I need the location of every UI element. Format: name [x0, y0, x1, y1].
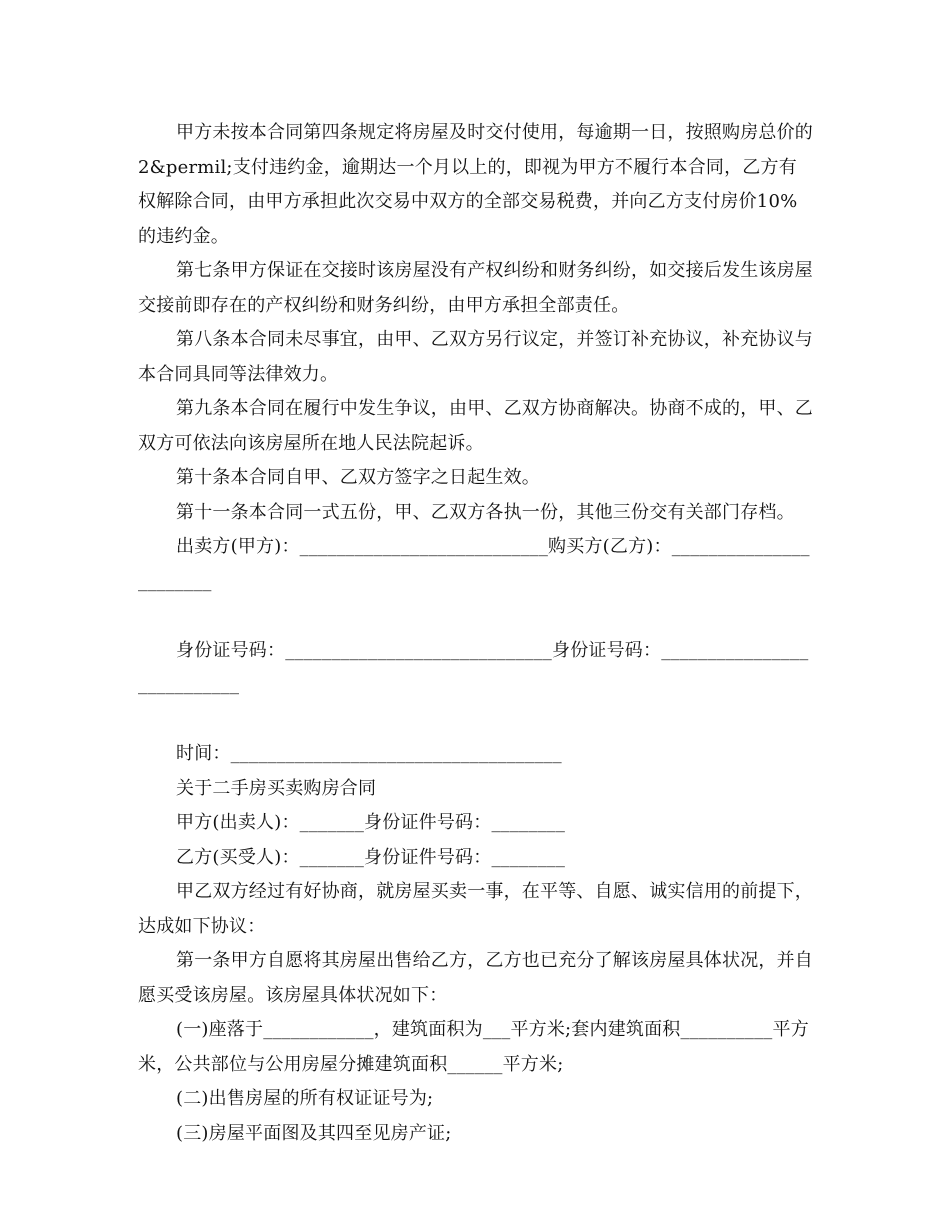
- blank-line: [138, 703, 814, 738]
- paragraph-article-10: 第十条本合同自甲、乙双方签字之日起生效。: [176, 467, 540, 488]
- date-line: 时间：____________________________________: [176, 743, 562, 764]
- paragraph-item-3: (三)房屋平面图及其四至见房产证;: [176, 1122, 452, 1144]
- paragraph-item-1: (一)座落于____________，建筑面积为___平方米;套内建筑面积__________平方米，公共部位与公用房屋分摊建筑面积______平方米;: [138, 1019, 809, 1075]
- paragraph-article-11: 第十一条本合同一式五份，甲、乙双方各执一份，其他三份交有关部门存档。: [176, 501, 795, 523]
- paragraph-article-7: 第七条甲方保证在交接时该房屋没有产权纠纷和财务纠纷，如交接后发生该房屋交接前即存在的产权纠纷和财务纠纷，由甲方承担全部责任。: [138, 260, 813, 316]
- contract-title: 关于二手房买卖购房合同: [176, 777, 377, 799]
- document-body: [138, 116, 819, 1151]
- paragraph-article-1: 第一条甲方自愿将其房屋出售给乙方，乙方也已充分了解该房屋具体状况，并自愿买受该房屋。该房屋具体状况如下：: [138, 950, 813, 1006]
- paragraph-item-2: (二)出售房屋的所有权证证号为;: [176, 1088, 434, 1109]
- party-b-line: 乙方(买受人)：_______身份证件号码：________: [176, 846, 566, 868]
- id-number-line: 身份证号码：_____________________________身份证号码：___________________________: [138, 639, 809, 695]
- paragraph-agreement-intro: 甲乙双方经过有好协商，就房屋买卖一事，在平等、自愿、诚实信用的前提下，达成如下协议：: [138, 881, 813, 937]
- paragraph-article-9: 第九条本合同在履行中发生争议，由甲、乙双方协商解决。协商不成的，甲、乙双方可依法向该房屋所在地人民法院起诉。: [138, 398, 813, 454]
- paragraph-penalty-delivery: 甲方未按本合同第四条规定将房屋及时交付使用，每逾期一日，按照购房总价的 2&permil;支付违约金，逾期达一个月以上的，即视为甲方不履行本合同，乙方有权解除合同，由甲方承担此次交易中双方的全部交易税费，并向乙方支付房价10%的违约金。: [138, 122, 819, 247]
- blank-line: [138, 599, 814, 634]
- party-a-line: 甲方(出卖人)：_______身份证件号码：________: [176, 812, 566, 833]
- signature-line-seller-buyer: 出卖方(甲方)：___________________________购买方(乙方)：_______________________: [138, 536, 810, 592]
- paragraph-article-8: 第八条本合同未尽事宜，由甲、乙双方另行议定，并签订补充协议，补充协议与本合同具同等法律效力。: [138, 329, 813, 385]
